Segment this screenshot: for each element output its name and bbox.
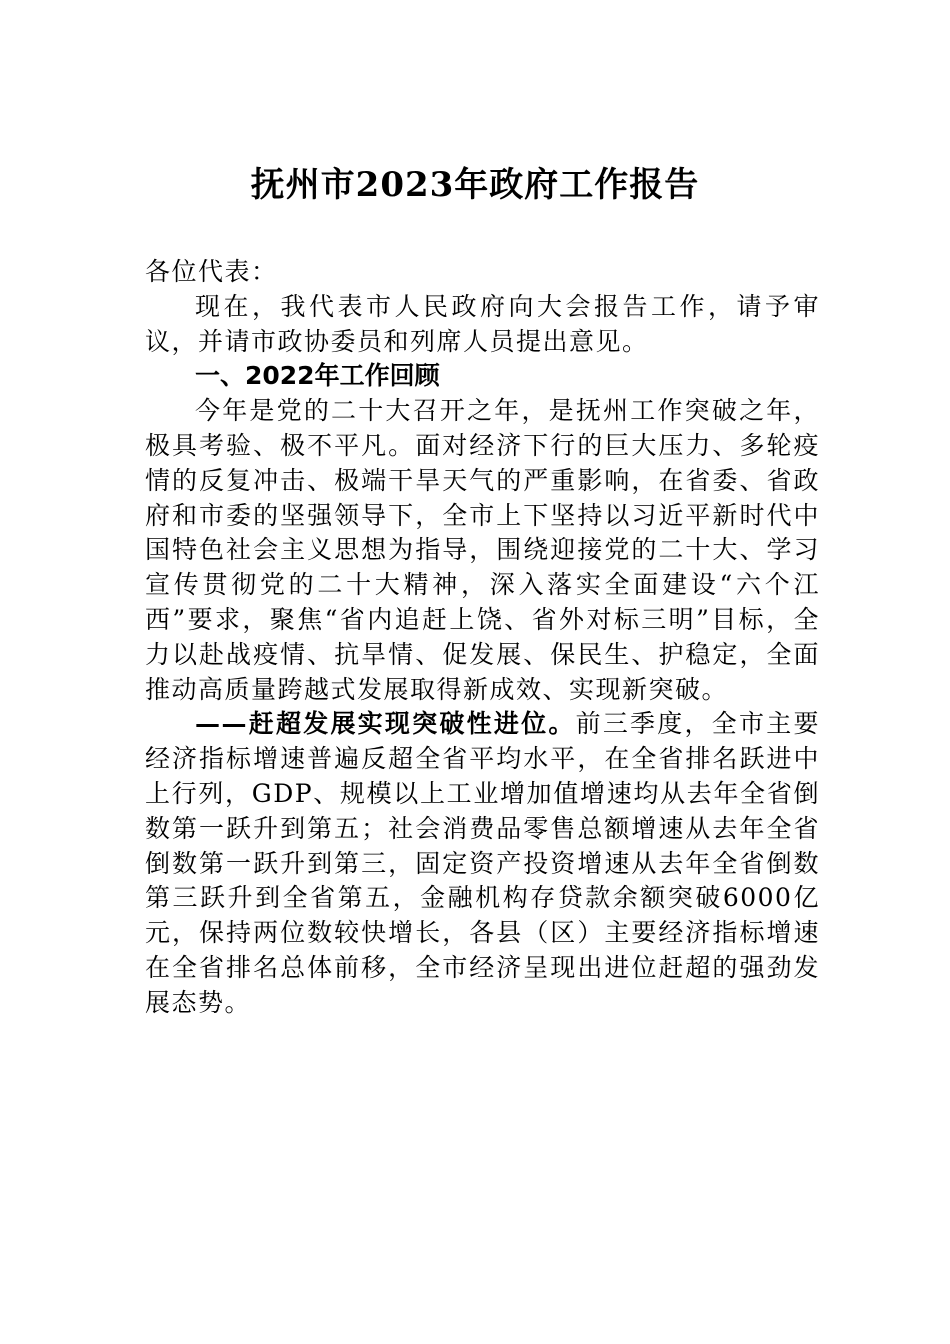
paragraph-lead-heading: ——赶超发展实现突破性进位。 (195, 709, 576, 739)
paragraph-development (145, 707, 820, 1020)
document-title: 抚州市2023年政府工作报告 (250, 165, 700, 205)
intro-paragraph: 现在，我代表市人民政府向大会报告工作，请予审议，并请市政协委员和列席人员提出意见。 (145, 291, 820, 356)
paragraph-work-review: 今年是党的二十大召开之年，是抚州工作突破之年，极具考验、极不平凡。面对经济下行的巨大压力、多轮疫情的反复冲击、极端干旱天气的严重影响，在省委、省政府和市委的坚强领导下，全市上下坚持以习近平新时代中国特色社会主义思想为指导，围绕迎接党的二十大、学习宣传贯彻党的二十大精神，深入落实全面建设“六个江西”要求，聚焦“省内追赶上饶、省外对标三明”目标，全力以赴战疫情、抗旱情、促发展、保民生、护稳定，全面推动高质量跨越式发展取得新成效、实现新突破。 (145, 396, 820, 704)
document-body (145, 255, 820, 1021)
salutation: 各位代表： (145, 257, 278, 286)
section-heading: 一、2022年工作回顾 (195, 361, 440, 391)
paragraph-development-body: 前三季度，全市主要经济指标增速普遍反超全省平均水平，在全省排名跃进中上行列，GDP、规模以上工业增加值增速均从去年全省倒数第一跃升到第五；社会消费品零售总额增速从去年全省倒数第一跃升到第三，固定资产投资增速从去年全省倒数第三跃升到全省第五，金融机构存贷款余额突破6000亿元，保持两位数较快增长，各县（区）主要经济指标增速在全省排名总体前移，全市经济呈现出进位赶超的强劲发展态势。 (145, 709, 820, 1017)
